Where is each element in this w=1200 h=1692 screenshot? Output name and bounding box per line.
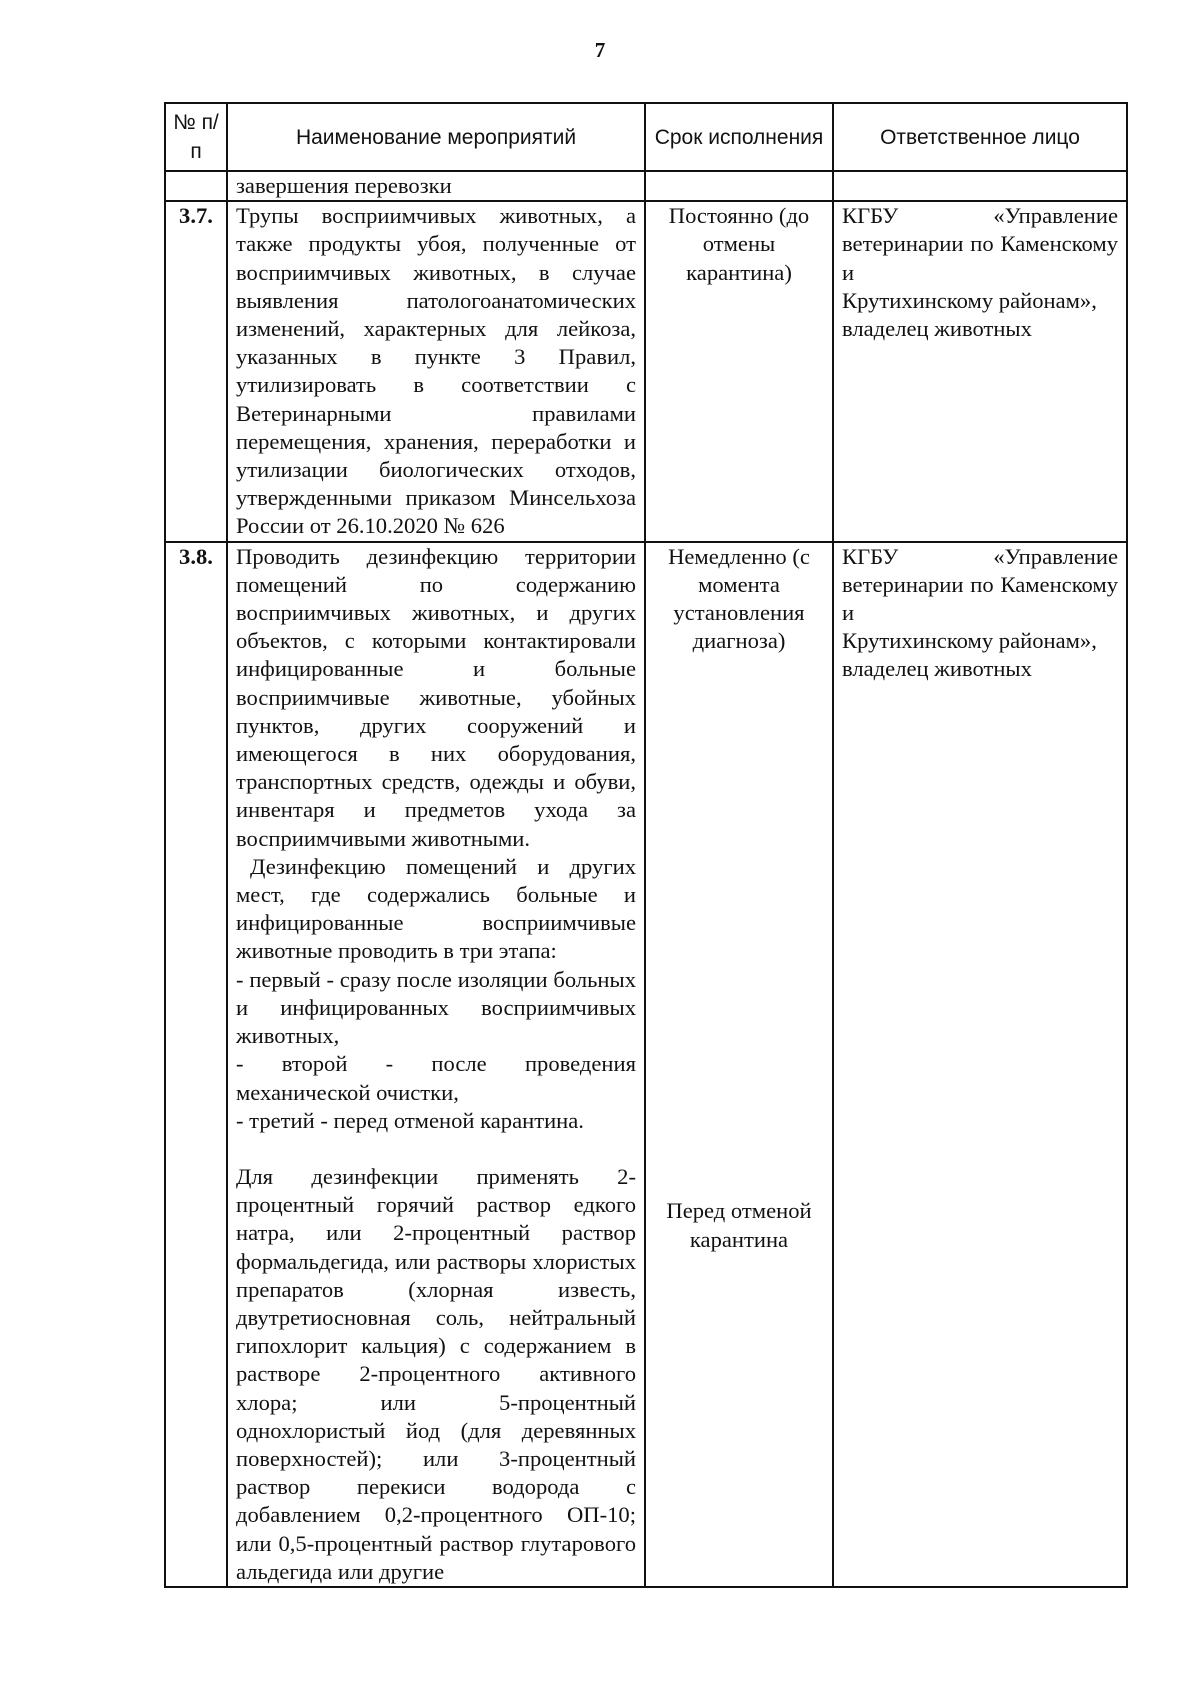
header-number: № п/п — [165, 103, 227, 171]
responsible-line: Крутихинскому районам», — [842, 287, 1097, 313]
term-text: Постоянно (до отмены карантина) — [668, 203, 810, 285]
continuation-text: завершения перевозки — [236, 173, 452, 198]
responsible-cell — [833, 201, 1127, 541]
row-number: 3.7. — [165, 201, 227, 541]
measure-paragraph: Дезинфекцию помещений и других мест, где содержались больные и инфицированные восприимчивые животные проводить в три этапа: — [236, 853, 636, 964]
table-row — [165, 542, 1127, 1587]
measure-list-item: - второй - после проведения механической очистки, — [236, 1051, 636, 1105]
table-row — [165, 201, 1127, 541]
cell-responsible — [833, 171, 1127, 201]
measure-description — [227, 542, 645, 1587]
table-row-continuation — [165, 171, 1127, 201]
responsible-line: Крутихинскому районам», — [842, 628, 1097, 654]
measure-list-item: - третий - перед отменой карантина. — [236, 1107, 584, 1133]
page-number: 7 — [594, 38, 606, 62]
row-number: 3.8. — [165, 542, 227, 1587]
cell-number — [165, 171, 227, 201]
header-term: Срок исполнения — [645, 103, 833, 171]
measure-paragraph: Трупы восприимчивых животных, а также продукты убоя, полученные от восприимчивых животных, в случае выявления патологоанатомических изменений, характерных для лейкоза, указанных в пункте 3 Правил, утилизировать в соответствии с Ветеринарными правилами перемещения, хранения, переработки и утилизации биологических отходов, утвержденными приказом Минсельхоза России от 26.10.2020 № 626 — [236, 203, 636, 539]
measure-description — [227, 201, 645, 541]
term-text: Немедленно (с момента установления диагноза) — [668, 543, 810, 654]
cell-term — [645, 171, 833, 201]
term-cell — [645, 201, 833, 541]
responsible-line: владелец животных — [842, 656, 1032, 682]
header-responsible: Ответственное лицо — [833, 103, 1127, 171]
responsible-line: КГБУ «Управление ветеринарии по Каменскому и — [842, 203, 1118, 285]
table-header-row — [165, 103, 1127, 171]
responsible-line: владелец животных — [842, 316, 1032, 342]
responsible-cell — [833, 542, 1127, 1587]
header-measure-name: Наименование мероприятий — [227, 103, 645, 171]
measures-table — [164, 102, 1128, 1588]
responsible-line: КГБУ «Управление ветеринарии по Каменскому и — [842, 543, 1118, 626]
measure-paragraph: Проводить дезинфекцию территории помещений по содержанию восприимчивых животных, и других объектов, с которыми контактировали инфицированные и больные восприимчивые животные, убойных пунктов, других сооружений и имеющегося в них оборудования, транспортных средств, одежды и обуви, инвентаря и предметов ухода за восприимчивыми животными. — [236, 543, 636, 851]
term-text: Перед отменой карантина — [666, 1198, 812, 1252]
term-cell — [645, 542, 833, 1587]
cell-measure-name — [227, 171, 645, 201]
measure-paragraph: Для дезинфекции применять 2-процентный горячий раствор едкого натра, или 2-процентный раствор формальдегида, или растворы хлористых препаратов (хлорная известь, двутретиосновная соль, нейтральный гипохлорит кальция) с содержанием в растворе 2-процентного активного хлора; или 5-процентный однохлористый йод (для деревянных поверхностей); или 3-процентный раствор перекиси водорода с добавлением 0,2-процентного ОП-10; или 0,5-процентный раствор глутарового альдегида или другие — [236, 1163, 636, 1584]
measure-list-item: - первый - сразу после изоляции больных и инфицированных восприимчивых животных, — [236, 966, 636, 1049]
